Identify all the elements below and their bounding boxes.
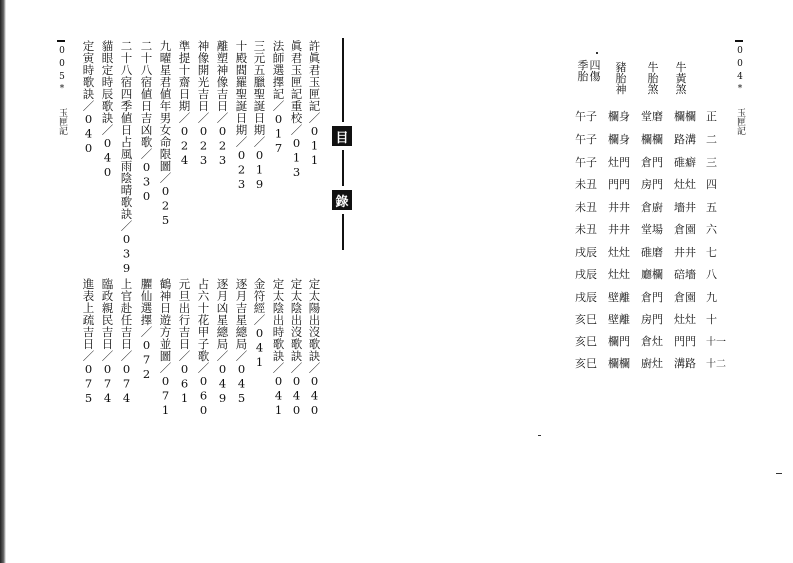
table-cell: 灶灶 xyxy=(608,268,630,281)
toc-entry: 二十八宿値日吉凶歌／030 xyxy=(139,40,154,204)
table-cell-month: 八 xyxy=(706,268,717,281)
toc-entry: 逐月吉星總局／045 xyxy=(234,278,249,406)
scan-speck xyxy=(776,473,782,474)
table-header-top: 豬 xyxy=(615,61,627,74)
table-cell: 井井 xyxy=(608,223,630,236)
table-cell: 灶灶 xyxy=(674,313,696,326)
page-number-bar xyxy=(735,40,743,42)
section-title-char-1: 目 xyxy=(332,126,352,146)
table-cell: 灶灶 xyxy=(674,178,696,191)
table-header-top: 四 xyxy=(589,59,601,72)
table-cell: 灶灶 xyxy=(608,246,630,259)
table-cell: 堂場 xyxy=(641,223,663,236)
table-header-tail: 神 xyxy=(615,83,627,96)
table-cell: 倉門 xyxy=(641,291,663,304)
table-header-top: 牛 xyxy=(675,61,687,74)
table-header-top: 牛 xyxy=(647,61,659,74)
toc-entry: 許眞君玉匣記／011 xyxy=(307,40,322,168)
table-cell-branch: 午子 xyxy=(575,110,597,123)
table-header xyxy=(668,62,694,95)
table-cell: 灶門 xyxy=(608,156,630,169)
table-cell: 欄身 xyxy=(608,133,630,146)
table-cell-branch: 未丑 xyxy=(575,223,597,236)
toc-entry: 臨政親民吉日／074 xyxy=(100,278,115,406)
scan-speck xyxy=(538,435,541,436)
scan-speck xyxy=(596,52,598,54)
table-cell-branch: 戌辰 xyxy=(575,291,597,304)
table-cell: 房門 xyxy=(641,313,663,326)
table-cell-month: 三 xyxy=(706,156,717,169)
table-cell: 墻井 xyxy=(674,201,696,214)
table-cell: 碚墻 xyxy=(674,268,696,281)
table-cell: 堂磨 xyxy=(641,110,663,123)
section-title-char-2: 錄 xyxy=(332,190,352,210)
toc-entry: 法師選擇記／017 xyxy=(271,40,286,156)
table-header-bottom: 胎 xyxy=(615,72,627,85)
table-header xyxy=(640,62,666,95)
toc-entry: 貓眼定時辰歌訣／040 xyxy=(100,40,115,180)
table-cell-month: 九 xyxy=(706,291,717,304)
table-cell-branch: 亥巳 xyxy=(575,357,597,370)
table-cell: 壁離 xyxy=(608,313,630,326)
toc-entry: 離塑神像吉日／023 xyxy=(215,40,230,168)
table-cell: 欄門 xyxy=(608,335,630,348)
toc-entry: 定太陰出沒歌訣／040 xyxy=(289,278,304,418)
toc-entry: 十殿閻羅聖誕日期／023 xyxy=(234,40,249,192)
table-cell-branch: 未丑 xyxy=(575,201,597,214)
page-number-right: 004 xyxy=(735,46,745,85)
book-spine-shadow xyxy=(0,0,6,563)
table-cell-month: 正 xyxy=(706,110,717,123)
table-cell-month: 七 xyxy=(706,246,717,259)
table-cell-branch: 亥巳 xyxy=(575,313,597,326)
table-cell: 倉門 xyxy=(641,156,663,169)
running-title-left: 玉匣記 xyxy=(57,108,67,135)
table-cell-branch: 戌辰 xyxy=(575,268,597,281)
table-cell-month: 十 xyxy=(706,313,717,326)
table-cell: 壁離 xyxy=(608,291,630,304)
table-header-bottom: 胎 xyxy=(577,70,589,83)
table-cell-branch: 未丑 xyxy=(575,178,597,191)
table-cell-month: 十二 xyxy=(706,359,726,370)
toc-entry: 神像開光吉日／023 xyxy=(196,40,211,168)
table-cell: 房門 xyxy=(641,178,663,191)
table-header-tail: 煞 xyxy=(647,83,659,96)
toc-entry: 定太陰出時歌訣／041 xyxy=(271,278,286,418)
table-cell-month: 六 xyxy=(706,223,717,236)
toc-entry: 進表上疏吉日／075 xyxy=(81,278,96,406)
toc-entry: 定太陽出沒歌訣／040 xyxy=(307,278,322,418)
page-number-left: 005 xyxy=(57,46,67,85)
table-cell-branch: 午子 xyxy=(575,156,597,169)
table-cell: 碓磨 xyxy=(641,246,663,259)
toc-entry: 元旦出行吉日／061 xyxy=(177,278,192,406)
title-rule-top xyxy=(342,38,344,122)
page-bullet-left: * xyxy=(57,84,67,97)
toc-entry: 鶴神日遊方並圖／071 xyxy=(158,278,173,418)
table-cell-branch: 戌辰 xyxy=(575,246,597,259)
toc-entry: 臞仙選擇／072 xyxy=(139,278,154,382)
table-cell: 欄欄 xyxy=(608,357,630,370)
table-cell: 井井 xyxy=(674,246,696,259)
table-header-top: 季 xyxy=(577,59,589,72)
table-cell: 欄身 xyxy=(608,110,630,123)
title-rule-middle xyxy=(342,150,344,186)
table-header xyxy=(570,60,596,82)
toc-entry: 眞君玉匣記重校／013 xyxy=(289,40,304,180)
table-header xyxy=(608,62,634,95)
toc-entry: 上官赴任吉日／074 xyxy=(119,278,134,406)
table-cell: 欄欄 xyxy=(674,110,696,123)
table-cell-month: 四 xyxy=(706,178,717,191)
table-cell: 碓癖 xyxy=(674,156,696,169)
toc-entry: 三元五臘聖誕日期／019 xyxy=(252,40,267,192)
table-cell: 門門 xyxy=(608,178,630,191)
table-cell: 廳欄 xyxy=(641,268,663,281)
page-bullet-right: * xyxy=(735,84,745,97)
table-cell-branch: 亥巳 xyxy=(575,335,597,348)
table-cell: 溝路 xyxy=(674,357,696,370)
toc-entry: 逐月凶星總局／049 xyxy=(215,278,230,406)
table-cell: 門門 xyxy=(674,335,696,348)
table-cell: 井井 xyxy=(608,201,630,214)
table-header-bottom: 胎 xyxy=(647,72,659,85)
table-cell: 倉灶 xyxy=(641,335,663,348)
table-header-bottom: 黃 xyxy=(675,72,687,85)
table-header-bottom: 傷 xyxy=(589,70,601,83)
table-cell-branch: 午子 xyxy=(575,133,597,146)
table-cell: 廚灶 xyxy=(641,357,663,370)
table-cell: 倉園 xyxy=(674,291,696,304)
title-rule-bottom xyxy=(342,214,344,250)
toc-entry: 二十八宿四季値日占風雨陰晴歌訣／039 xyxy=(119,40,134,276)
table-cell: 倉廚 xyxy=(641,201,663,214)
table-cell: 欄欄 xyxy=(641,133,663,146)
table-cell-month: 十一 xyxy=(706,337,726,348)
table-cell-month: 五 xyxy=(706,201,717,214)
toc-entry: 九曜星君値年男女命限圖／025 xyxy=(158,40,173,228)
toc-entry: 金符經／041 xyxy=(252,278,267,370)
page-number-bar xyxy=(57,40,65,42)
toc-entry: 占六十花甲子歌／060 xyxy=(196,278,211,418)
table-header-tail: 煞 xyxy=(675,83,687,96)
table-cell-month: 二 xyxy=(706,133,717,146)
running-title-right: 玉匣記 xyxy=(735,108,745,135)
toc-entry: 準提十齋日期／024 xyxy=(177,40,192,168)
table-cell: 倉園 xyxy=(674,223,696,236)
toc-entry: 定寅時歌訣／040 xyxy=(81,40,96,156)
table-cell: 路溝 xyxy=(674,133,696,146)
